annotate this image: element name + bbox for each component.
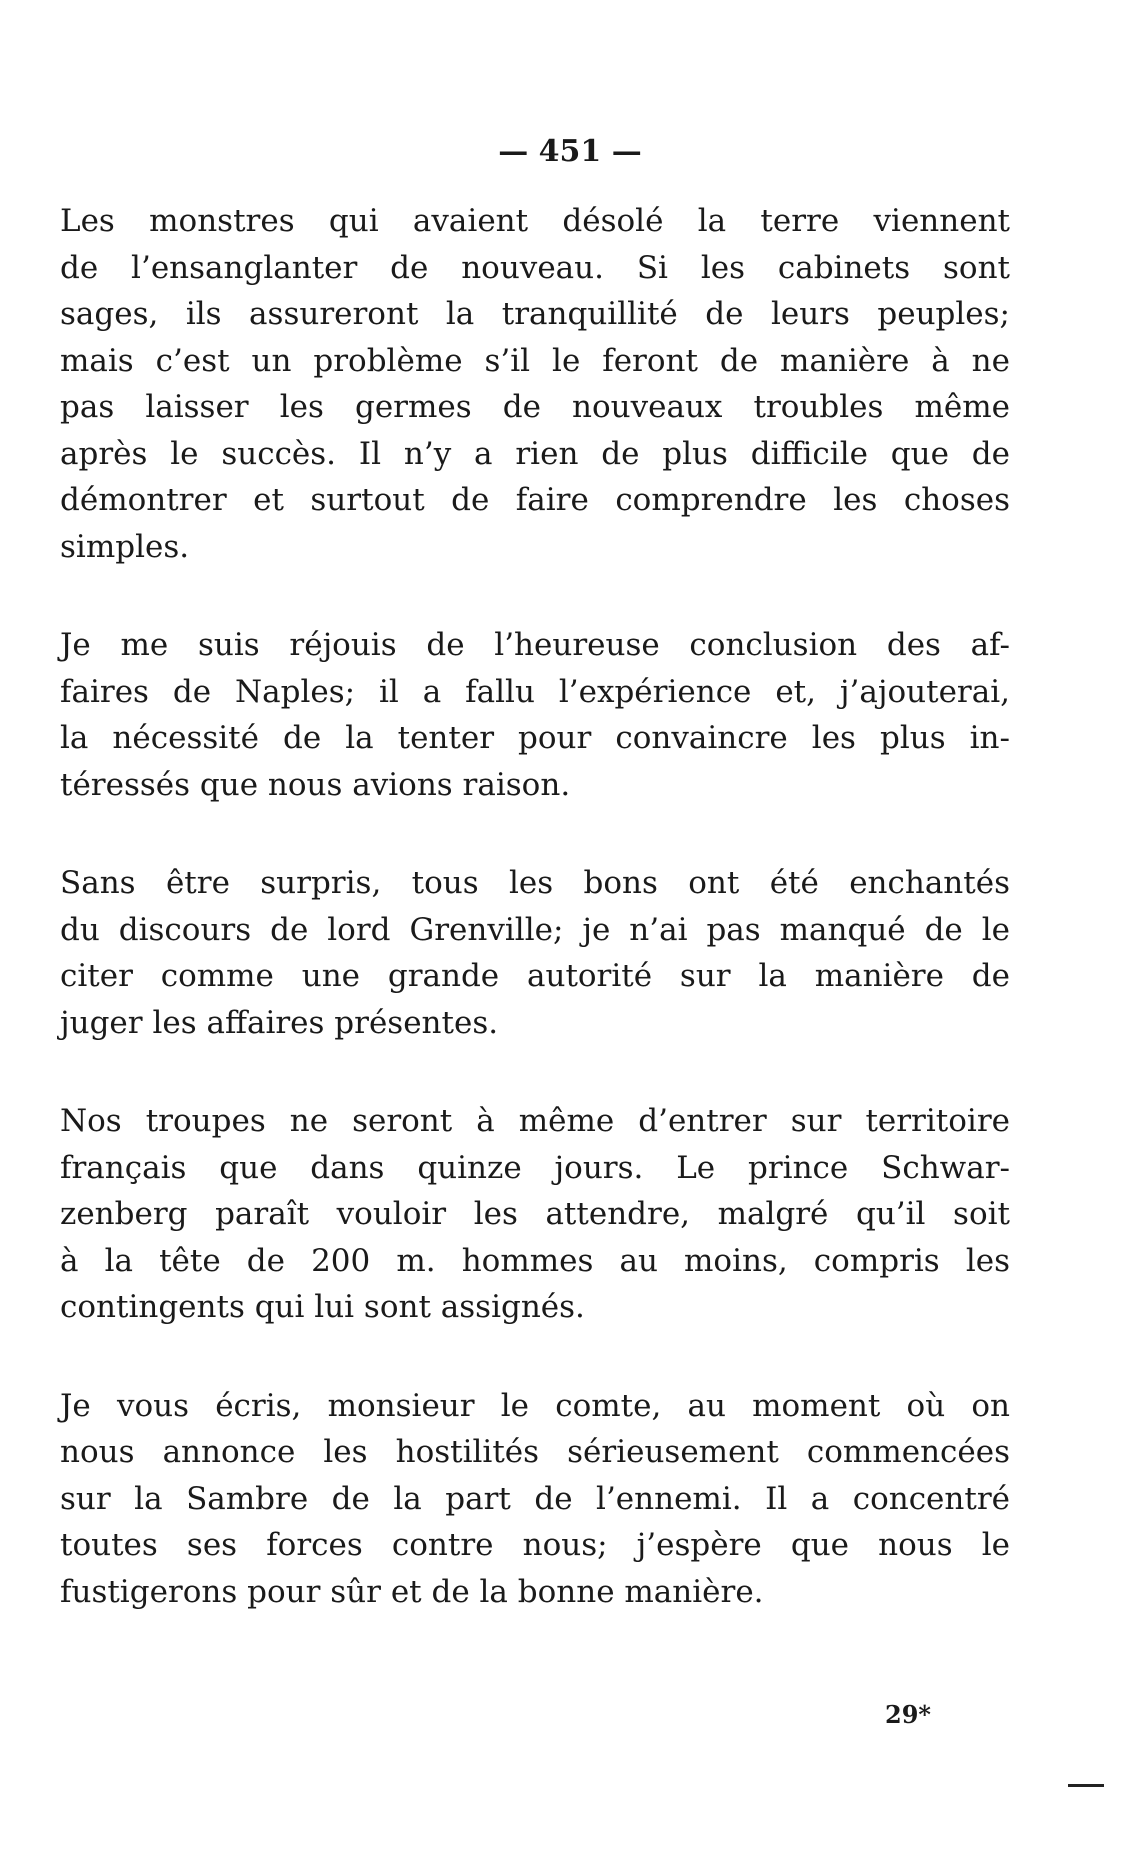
text-line: faires de Naples; il a fallu l’expérience et, j’ajouterai, xyxy=(60,673,1010,710)
divider-rule xyxy=(1068,1784,1104,1787)
paragraph xyxy=(60,860,1010,1046)
text-line: toutes ses forces contre nous; j’espère que nous le xyxy=(60,1527,1010,1563)
text-line: pas laisser les germes de nouveaux troubles même xyxy=(60,389,1010,425)
text-line: Je me suis réjouis de l’heureuse conclusion des af- xyxy=(60,627,1010,663)
text-line: démontrer et surtout de faire comprendre les choses xyxy=(60,482,1010,518)
signature-mark: 29* xyxy=(885,1700,931,1729)
paragraph xyxy=(60,622,1010,808)
page-number: — 451 — xyxy=(498,134,642,169)
text-line: simples. xyxy=(60,528,190,565)
text-line: contingents qui lui sont assignés. xyxy=(60,1289,585,1325)
text-line: mais c’est un problème s’il le feront de manière à ne xyxy=(60,342,1010,379)
paragraph xyxy=(60,1383,1010,1616)
text-line: du discours de lord Grenville; je n’ai pas manqué de le xyxy=(60,911,1010,948)
text-line: Les monstres qui avaient désolé la terre viennent xyxy=(60,203,1010,239)
text-line: de l’ensanglanter de nouveau. Si les cabinets sont xyxy=(60,249,1010,286)
text-line: français que dans quinze jours. Le prince Schwar- xyxy=(60,1149,1010,1186)
text-line: juger les affaires présentes. xyxy=(60,1004,499,1041)
text-line: à la tête de 200 m. hommes au moins, compris les xyxy=(60,1242,1010,1279)
body-text xyxy=(60,198,1010,1667)
text-line: la nécessité de la tenter pour convaincre les plus in- xyxy=(60,720,1010,756)
text-line: zenberg paraît vouloir les attendre, malgré qu’il soit xyxy=(60,1196,1010,1232)
paragraph xyxy=(60,198,1010,570)
text-line: nous annonce les hostilités sérieusement commencées xyxy=(60,1434,1010,1470)
text-line: citer comme une grande autorité sur la manière de xyxy=(60,958,1010,994)
text-line: sur la Sambre de la part de l’ennemi. Il a concentré xyxy=(60,1480,1010,1517)
text-line: fustigerons pour sûr et de la bonne manière. xyxy=(60,1573,764,1610)
paragraph xyxy=(60,1098,1010,1331)
text-line: Sans être surpris, tous les bons ont été enchantés xyxy=(60,865,1010,901)
text-line: téressés que nous avions raison. xyxy=(60,766,571,803)
text-line: Je vous écris, monsieur le comte, au moment où on xyxy=(60,1387,1010,1424)
text-line: Nos troupes ne seront à même d’entrer sur territoire xyxy=(60,1103,1010,1139)
text-line: après le succès. Il n’y a rien de plus difficile que de xyxy=(60,435,1010,472)
text-line: sages, ils assureront la tranquillité de leurs peuples; xyxy=(60,296,1010,332)
